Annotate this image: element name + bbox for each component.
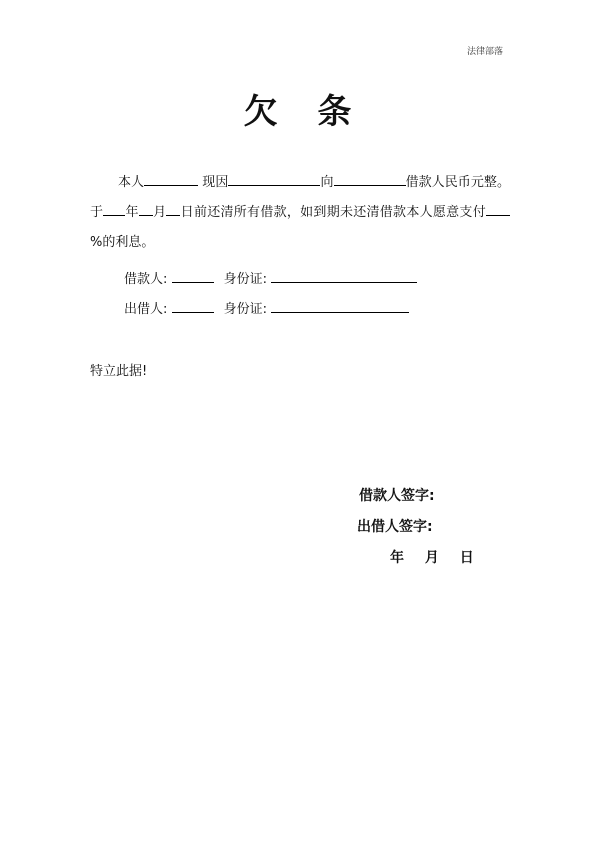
borrower-signature-label: 借款人签字:	[359, 488, 435, 504]
borrower-id-blank	[271, 268, 417, 283]
date-year: 年	[390, 550, 404, 566]
borrower-blank	[172, 268, 214, 283]
lender-label: 出借人:	[124, 302, 168, 317]
reason-blank	[228, 171, 320, 186]
lender-id-blank	[271, 298, 409, 313]
lender-blank	[172, 298, 214, 313]
paragraph-text-5: 元整。于	[90, 175, 510, 220]
paragraph-text-6: 年	[125, 205, 139, 220]
interest-rate-blank	[486, 201, 510, 216]
lender-signature-label: 出借人签字:	[357, 519, 433, 535]
paragraph-text-3: 向	[320, 175, 334, 190]
signature-date	[390, 547, 490, 567]
paragraph-text-8: 日前还清所有借款，如到期未还清借款本人愿意支付	[180, 205, 486, 220]
month-blank	[139, 201, 153, 216]
date-month: 月	[424, 550, 439, 566]
borrower-name-blank	[144, 171, 198, 186]
paragraph-text-4: 借款人民币	[405, 175, 471, 190]
borrower-row	[124, 268, 417, 287]
closing-statement: 特立此据!	[90, 364, 148, 379]
day-blank	[166, 201, 180, 216]
header-tag: 法律部落	[466, 47, 503, 57]
lender-row	[124, 298, 409, 317]
document-title: 欠 条	[243, 92, 366, 132]
paragraph-text-1: 本人	[118, 175, 145, 190]
lender-id-label: 身份证:	[223, 302, 268, 317]
paragraph-text-9: %的利息。	[90, 235, 155, 250]
loan-paragraph	[90, 168, 510, 258]
borrower-id-label: 身份证:	[223, 272, 268, 287]
date-day: 日	[459, 550, 474, 566]
paragraph-text-2: 现因	[198, 175, 229, 190]
borrower-label: 借款人:	[124, 272, 168, 287]
lender-name-blank	[334, 171, 406, 186]
year-blank	[103, 201, 125, 216]
paragraph-text-7: 月	[152, 205, 167, 220]
